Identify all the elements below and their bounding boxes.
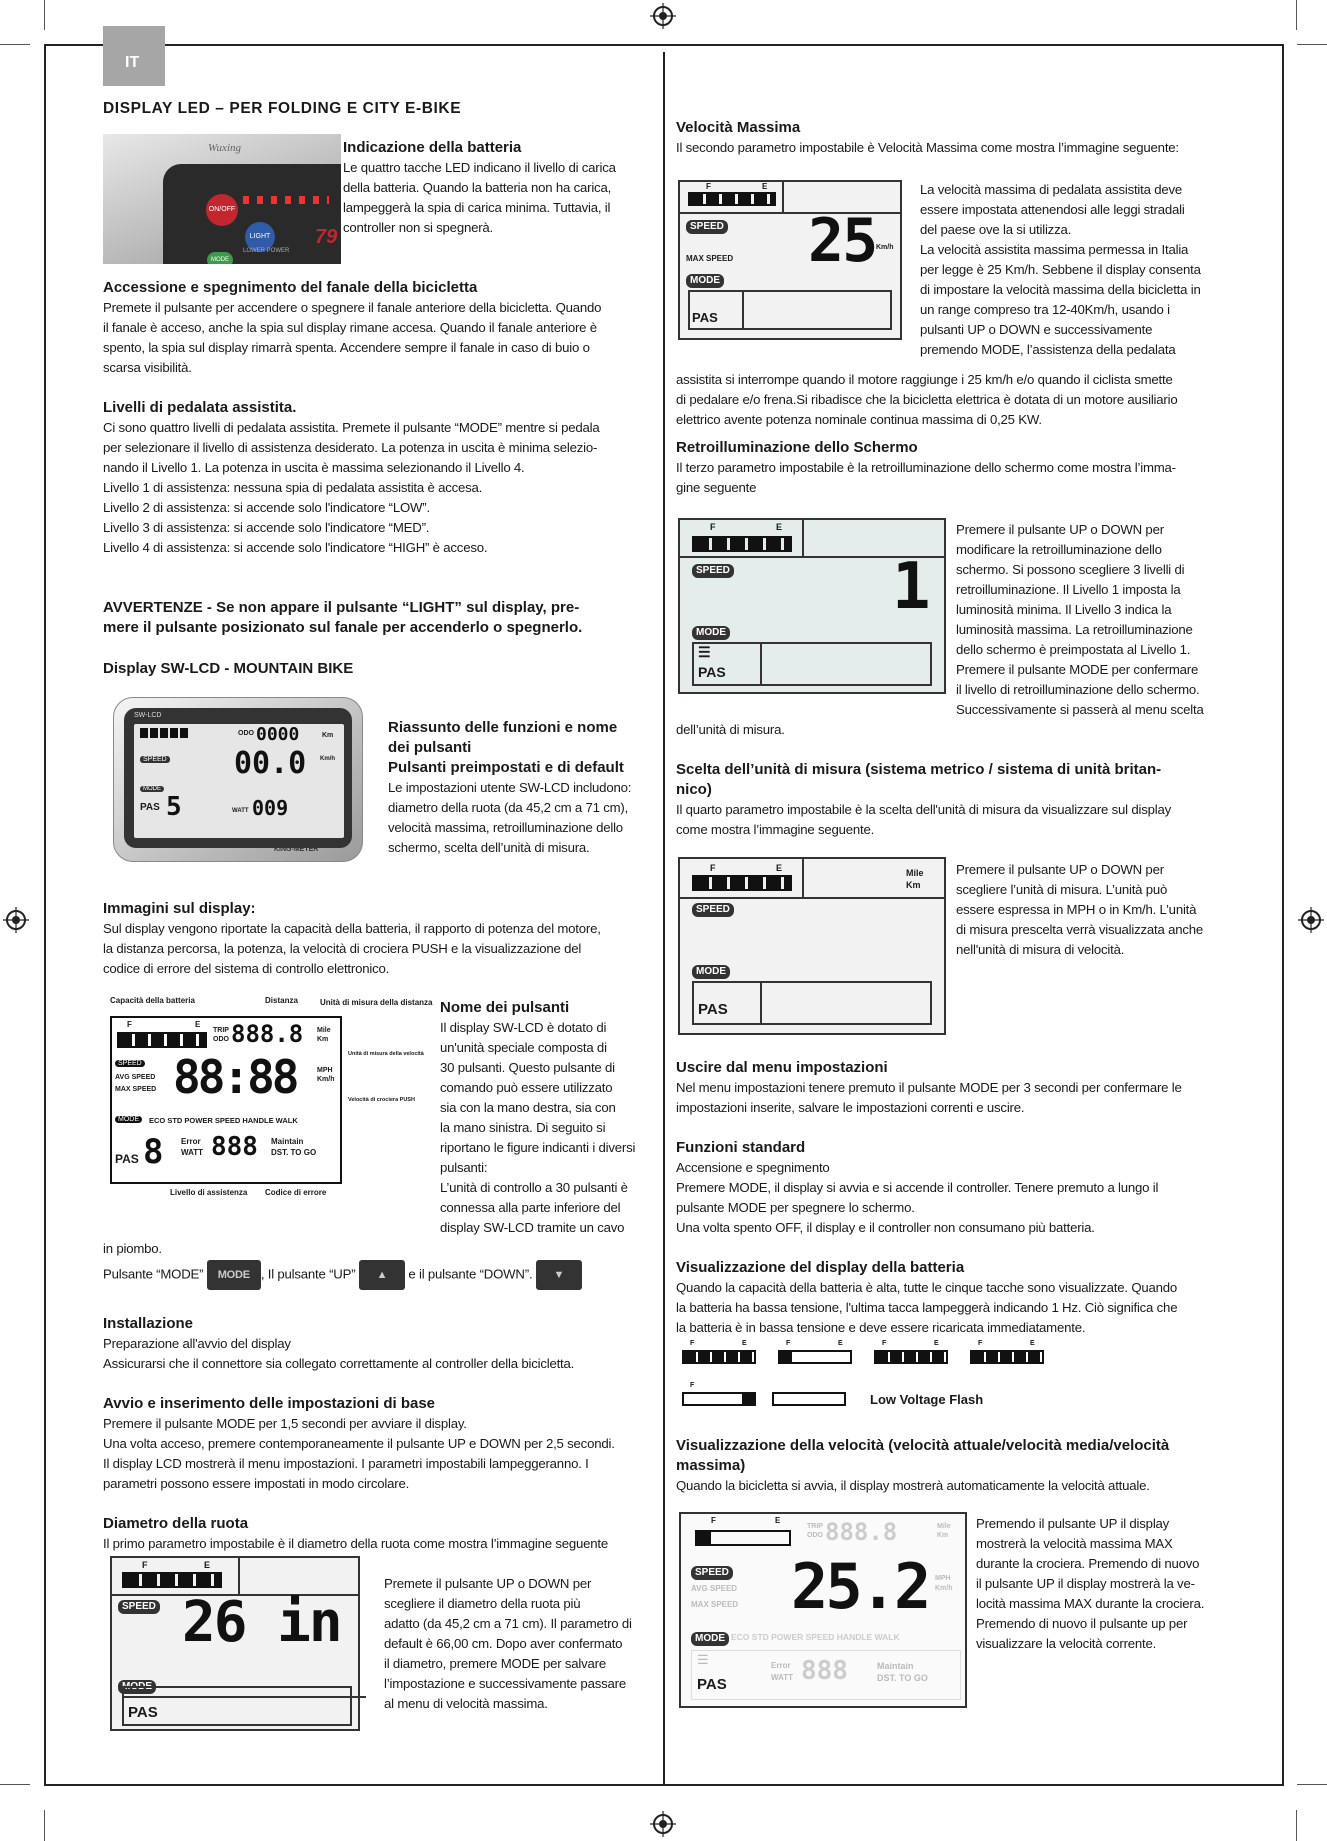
crop-mark <box>44 1810 45 1841</box>
buttons-line: Pulsante “MODE” MODE , Il pulsante “UP” ▲ e il pulsante “DOWN”. ▼ <box>103 1260 582 1290</box>
backlight-section: Retroilluminazione dello Schermo Il terzo parametro impostabile è la retroilluminazione dello schermo come mostra l’imma- gine seguente <box>676 439 1176 495</box>
install-section: Installazione Preparazione all'avvio del display Assicurarsi che il connettore sia collegato correttamente al controller della bicicletta. <box>103 1315 575 1371</box>
maxspeed-continued: assistita si interrompe quando il motore raggiunge i 25 km/h e/o quando il ciclista smette di pedalare e/o frena.Si ribadisce che la bicicletta elettrica è dotata di un motore ausiliario elettrico avente potenza nominale continua massima di 0,25 KW. <box>676 372 1178 427</box>
lcd-annotated-diagram: Capacità della batteria Distanza Unità di misura della distanza Unità di misura della velocità Velocità di crociera PUSH Livello di assistenza Codice di errore F E TRIP ODO 888.8 Mile Km SPEED AVG SPEED MAX SPEED 88:88 MPH Km/h MODE ECO STD POWER SPEED HANDLE WALK PAS 8 Error WATT 888 Maintain DST. TO GO <box>110 996 433 1197</box>
crop-mark <box>1296 1810 1297 1841</box>
units-text: Premere il pulsante UP o DOWN per scegliere l’unità di misura. L’unità può essere espressa in MPH o in Km/h. L’unità di misura prescelta verrà visualizzata anche nell'unità di misura di velocità. <box>956 862 1204 957</box>
battery-section: Indicazione della batteria Le quattro tacche LED indicano il livello di carica della batteria. Quando la batteria non ha carica, lampeggerà la spia di carica minima. Tuttavia, il controller non si spegnerà. <box>343 139 616 235</box>
images-section: Immagini sul display: Sul display vengono riportate la capacità della batteria, il rapporto di potenza del motore, la distanza percorsa, la potenza, la velocità di crociera PUSH e la visualizzazione del codice di errore del sistema di controllo elettronico. <box>103 900 601 976</box>
registration-mark-icon <box>3 907 29 933</box>
battery-3-bars-icon <box>874 1350 948 1364</box>
button-names-tail: in piombo. <box>103 1241 162 1256</box>
units-lcd: F E Mile Km SPEED MODE PAS <box>678 857 946 1035</box>
units-section: Scelta dell’unità di misura (sistema metrico / sistema di unità britan- nico) Il quarto parametro impostabile è la scelta dell'unità di misura da visualizzare sul display come mostra l’immagine seguente. <box>676 761 1172 837</box>
warning-section: AVVERTENZE - Se non appare il pulsante “LIGHT” sul display, pre- mere il pulsante posizionato sul fanale per accenderlo o spegnerlo. <box>103 599 583 636</box>
page-title: DISPLAY LED – PER FOLDING E CITY E-BIKE <box>103 100 462 117</box>
crop-mark <box>44 0 45 30</box>
wheel-text: Premete il pulsante UP o DOWN per scegliere il diametro della ruota più adatto (da 45,2 cm a 71 cm). Il parametro di default è 66,00 cm. Dopo aver confermato il diametro, premere MODE per salvare l’impostazione e successivamente passare al menu di velocità massima. <box>384 1576 632 1711</box>
battery-4-bars-icon <box>778 1350 852 1364</box>
exit-section: Uscire dal menu impostazioni Nel menu impostazioni tenere premuto il pulsante MODE per 3 secondi per confermare le impostazioni inserite, salvare le impostazioni correnti e uscire. <box>676 1059 1182 1115</box>
speed-display-section: Visualizzazione della velocità (velocità attuale/velocità media/velocità massima) Quando la bicicletta si avvia, il display mostrerà automaticamente la velocità attuale. <box>676 1437 1170 1493</box>
startup-section: Avvio e inserimento delle impostazioni di base Premere il pulsante MODE per 1,5 secondi per avviare il display. Una volta acceso, premere contemporaneamente il pulsante UP e DOWN per 2,5 secondi. Il display LCD mostrerà il menu impostazioni. I parametri impostabili lampeggeranno. I parametri possono essere impostati in modo circolare. <box>103 1395 615 1491</box>
maxspeed-lcd: F E SPEED MAX SPEED 25 Km/h MODE PAS <box>678 180 902 340</box>
battery-1-bar-icon <box>682 1392 756 1406</box>
button-names-section: Nome dei pulsanti Il display SW-LCD è dotato di un'unità speciale composta di 30 pulsanti. Questo pulsante di comando può essere utilizzato sia con la mano destra, sia con la mano sinistra. Di seguito si riportano le figure indicanti i diversi pulsanti: L’unità di controllo a 30 pulsanti è connessa alla parte inferiore del display SW-LCD tramite un cavo <box>440 999 636 1235</box>
battery-empty-icon <box>772 1392 846 1406</box>
battery-2-bars-icon <box>970 1350 1044 1364</box>
wheel-section: Diametro della ruota Il primo parametro impostabile è il diametro della ruota come mostra l’immagine seguente <box>103 1515 609 1551</box>
language-tab: IT <box>103 26 165 86</box>
down-button-icon: ▼ <box>536 1260 582 1290</box>
crop-mark <box>0 44 30 45</box>
crop-mark <box>0 1784 30 1785</box>
pas-section: Livelli di pedalata assistita. Ci sono quattro livelli di pedalata assistita. Premete il pulsante “MODE” mentre si pedala per selezionare il livello di assistenza desiderato. La potenza in uscita è minima selezio- nando il Livello 1. La potenza in uscita è massima selezionando il Livello 4. Livello 1 di assistenza: nessuna spia di pedalata assistita è accesa. Livello 2 di assistenza: si accende solo l'indicatore “LOW”. Livello 3 di assistenza: si accende solo l'indicatore “MED”. Livello 4 di assistenza: si accende solo l'indicatore “HIGH” è acceso. <box>103 399 600 555</box>
sw-lcd-device: SW-LCD ODO 0000 Km SPEED 00.0 Km/h MODE PAS 5 WATT 009 KING-METER <box>113 697 363 862</box>
battery-5-bars-icon <box>682 1350 756 1364</box>
crop-mark <box>1297 44 1327 45</box>
wheel-lcd: F E SPEED 26 in MODE PAS <box>110 1556 360 1731</box>
page-frame-bottom <box>44 1784 1284 1786</box>
speed-display-text: Premendo il pulsante UP il display mostrerà la velocità massima MAX durante la crociera. Premendo di nuovo il pulsante UP il display mostrerà la ve- locità massima MAX durante la crociera. Premendo di nuovo il pulsante up per visualizzare la velocità corrente. <box>976 1516 1205 1651</box>
page-frame-left <box>44 44 46 1786</box>
summary-section: Riassunto delle funzioni e nome dei pulsanti Pulsanti preimpostati e di default Le impostazioni utente SW-LCD includono: diametro della ruota (da 45,2 cm a 71 cm), velocità massima, retroilluminazione dello schermo, scelta dell’unità di misura. <box>388 719 632 855</box>
led-display-photo: Wuxing ON/OFF LIGHT MODE LOWER POWER 79 <box>103 134 341 264</box>
backlight-tail: dell’unità di misura. <box>676 722 785 737</box>
battery-display-section: Visualizzazione del display della batteria Quando la capacità della batteria è alta, tutte le cinque tacche sono visualizzate. Quando la batteria ha bassa tensione, l'ultima tacca lampeggerà indicando 1 Hz. Ciò significa che la batteria è in bassa tensione e deve essere ricaricata immediatamente. <box>676 1259 1178 1335</box>
page-frame-top <box>44 44 1284 46</box>
headlight-icon: ☰ <box>698 644 711 660</box>
sw-lcd-title: Display SW-LCD - MOUNTAIN BIKE <box>103 660 354 677</box>
page-frame-right <box>1282 44 1284 1786</box>
backlight-lcd: F E SPEED 1 MODE ☰ PAS <box>678 518 946 694</box>
mode-button-icon: MODE <box>207 1260 261 1290</box>
registration-mark-icon <box>1298 907 1324 933</box>
registration-mark-icon <box>650 3 676 29</box>
battery-levels: F E F E F E F E F Low Voltage Flash <box>680 1340 1080 1410</box>
up-button-icon: ▲ <box>359 1260 405 1290</box>
light-section: Accessione e spegnimento del fanale della bicicletta Premete il pulsante per accendere o spegnere il fanale anteriore della bicicletta. Quando il fanale è acceso, anche la spia sul display rimane accesa. Quando il fanale anteriore è spento, la spia sul display rimarrà spenta. Accendere sempre il fanale in caso di buio o scarsa visibilità. <box>103 279 602 375</box>
headlight-icon: ☰ <box>697 1652 709 1667</box>
crop-mark <box>1296 0 1297 30</box>
column-divider <box>663 52 665 1784</box>
maxspeed-section: Velocità Massima Il secondo parametro impostabile è Velocità Massima come mostra l’immagine seguente: <box>676 119 1179 155</box>
standard-section: Funzioni standard Accensione e spegnimento Premere MODE, il display si avvia e si accende il controller. Tenere premuto a lungo il pulsante MODE per spegnere lo schermo. Una volta spento OFF, il display e il controller non consumano più batteria. <box>676 1139 1159 1235</box>
registration-mark-icon <box>650 1811 676 1837</box>
speed-lcd: F E TRIP ODO 888.8 Mile Km SPEED AVG SPEED MAX SPEED 25.2 MPH Km/h MODE ECO STD POWER SPEED HANDLE WALK ☰ PAS Error WATT 888 Maintain DST. TO GO <box>679 1512 967 1708</box>
backlight-text: Premere il pulsante UP o DOWN per modificare la retroilluminazione dello schermo. Si possono scegliere 3 livelli di retroilluminazione. Il Livello 1 imposta la luminosità minima. Il Livello 3 indica la luminosità massima. La retroilluminazione dello schermo è preimpostata al Livello 1. Premere il pulsante MODE per confermare il livello di retroilluminazione dello schermo. Successivamente si passerà al menu scelta <box>956 522 1204 717</box>
maxspeed-text: La velocità massima di pedalata assistita deve essere impostata attenendosi alle leggi stradali del paese ove la si utilizza. La velocità assistita massima permessa in Italia per legge è 25 Km/h. Sebbene il display consenta di impostare la velocità massima della bicicletta in un range compreso tra 12-40Km/h, usando i pulsanti UP o DOWN e successivamente premendo MODE, l’assistenza della pedalata <box>920 182 1201 357</box>
crop-mark <box>1297 1784 1327 1785</box>
